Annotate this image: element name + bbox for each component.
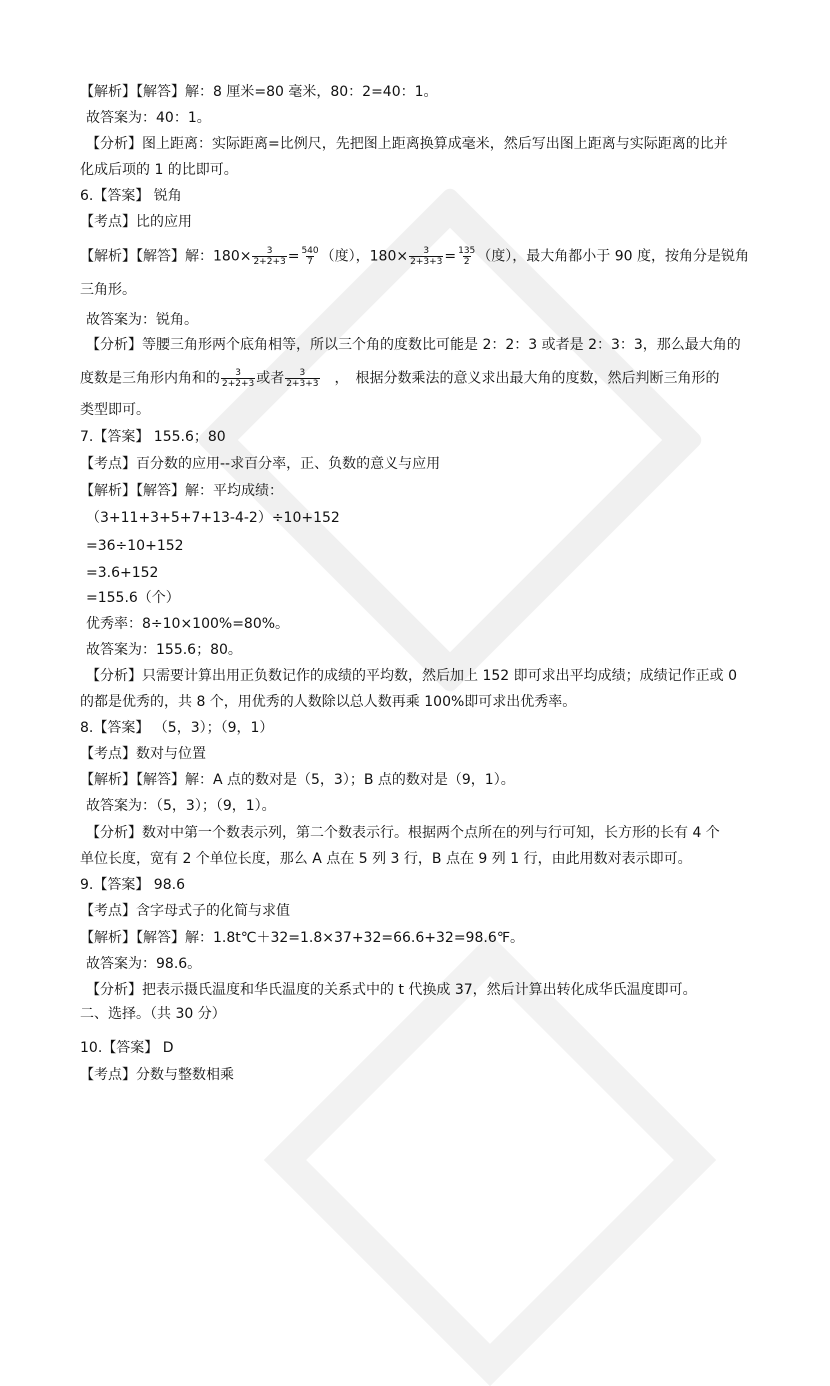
text-line: 的都是优秀的，共 8 个，用优秀的人数除以总人数再乘 100%即可求出优秀率。: [80, 694, 577, 710]
fraction: [252, 246, 286, 267]
fraction: [409, 246, 443, 267]
answer-heading: 10.【答案】 D: [80, 1040, 174, 1056]
fraction: [300, 246, 319, 267]
answer-heading: 6.【答案】 锐角: [80, 188, 182, 204]
text-line: 三角形。: [80, 282, 136, 298]
text-line: 化成后项的 1 的比即可。: [80, 162, 238, 178]
text-line: 故答案为：98.6。: [86, 956, 202, 972]
text-line: 【分析】等腰三角形两个底角相等，所以三个角的度数比可能是 2：2：3 或者是 2：3：3，那么最大角的: [86, 337, 741, 353]
text: 度数是三角形内角和的: [80, 370, 220, 387]
text-line: 【考点】含字母式子的化简与求值: [80, 903, 290, 919]
text-line: 【分析】只需要计算出用正负数记作的成绩的平均数，然后加上 152 即可求出平均成绩；成绩记作正或 0: [86, 668, 737, 684]
text-line: 【考点】百分数的应用--求百分率，正、负数的意义与应用: [80, 456, 441, 472]
answer-heading: 9.【答案】 98.6: [80, 877, 185, 893]
text: =: [287, 248, 300, 265]
text-line: 【分析】图上距离：实际距离=比例尺，先把图上距离换算成毫米，然后写出图上距离与实际距离的比并: [86, 136, 728, 152]
text-line: 优秀率：8÷10×100%=80%。: [86, 616, 290, 632]
text-line: =36÷10+152: [86, 538, 184, 554]
text-line: 【考点】比的应用: [80, 214, 192, 230]
denominator: 2+2+3: [222, 379, 255, 389]
fraction-line: [80, 246, 749, 267]
text-line: 【解析】【解答】解：平均成绩：: [80, 483, 283, 499]
text-line: 【解析】【解答】解：8 厘米=80 毫米，80：2=40：1。: [80, 84, 438, 100]
text-line: 【考点】数对与位置: [80, 746, 206, 762]
text-line: 【分析】把表示摄氏温度和华氏温度的关系式中的 t 代换成 37，然后计算出转化成华氏温度即可。: [86, 982, 697, 998]
text: 或者: [256, 370, 285, 387]
text: （度），最大角都小于 90 度，按角分是锐角: [477, 248, 749, 265]
text-line: 【解析】【解答】解：A 点的数对是（5，3）；B 点的数对是（9，1）。: [80, 772, 515, 788]
numerator: 135: [458, 246, 476, 256]
text-line: 故答案为：40：1。: [86, 110, 211, 126]
text-line: 【解析】【解答】解：1.8t℃＋32=1.8×37+32=66.6+32=98.6℉。: [80, 930, 525, 946]
text-line: =155.6（个）: [86, 590, 180, 606]
answer-heading: 7.【答案】 155.6；80: [80, 429, 226, 445]
text-line: =3.6+152: [86, 565, 159, 581]
text: ， 根据分数乘法的意义求出最大角的度数，然后判断三角形的: [320, 370, 720, 387]
text-line: 类型即可。: [80, 402, 150, 418]
numerator: 3: [299, 368, 306, 378]
text-line: 故答案为：（5，3）；（9，1）。: [86, 798, 276, 814]
numerator: 3: [266, 246, 273, 256]
text-line: 单位长度，宽有 2 个单位长度，那么 A 点在 5 列 3 行，B 点在 9 列 1 行，由此用数对表示即可。: [80, 851, 692, 867]
numerator: 540: [301, 246, 319, 256]
text-line: 故答案为：锐角。: [86, 312, 198, 328]
denominator: 2: [463, 257, 470, 267]
text: 【解析】【解答】解：180×: [80, 248, 252, 265]
fraction: [221, 368, 255, 389]
answer-heading: 8.【答案】 （5，3）；（9，1）: [80, 720, 274, 736]
denominator: 2+3+3: [410, 257, 443, 267]
text-line: 故答案为：155.6；80。: [86, 642, 242, 658]
numerator: 3: [235, 368, 241, 378]
text-line: 【考点】分数与整数相乘: [80, 1067, 234, 1083]
watermark: [264, 934, 717, 1386]
denominator: 7: [307, 257, 313, 267]
text-line: 【分析】数对中第一个数表示列，第二个数表示行。根据两个点所在的列与行可知，长方形的长有 4 个: [86, 825, 720, 841]
numerator: 3: [423, 246, 430, 256]
denominator: 2+2+3: [253, 257, 286, 267]
text: （度），180×: [320, 248, 409, 265]
fraction: [285, 368, 319, 389]
denominator: 2+3+3: [286, 379, 319, 389]
fraction: [457, 246, 476, 267]
fraction-line: [80, 368, 720, 389]
section-heading: 二、选择。（共 30 分）: [80, 1006, 226, 1022]
text-line: （3+11+3+5+7+13-4-2）÷10+152: [86, 510, 340, 526]
text: =: [444, 248, 457, 265]
